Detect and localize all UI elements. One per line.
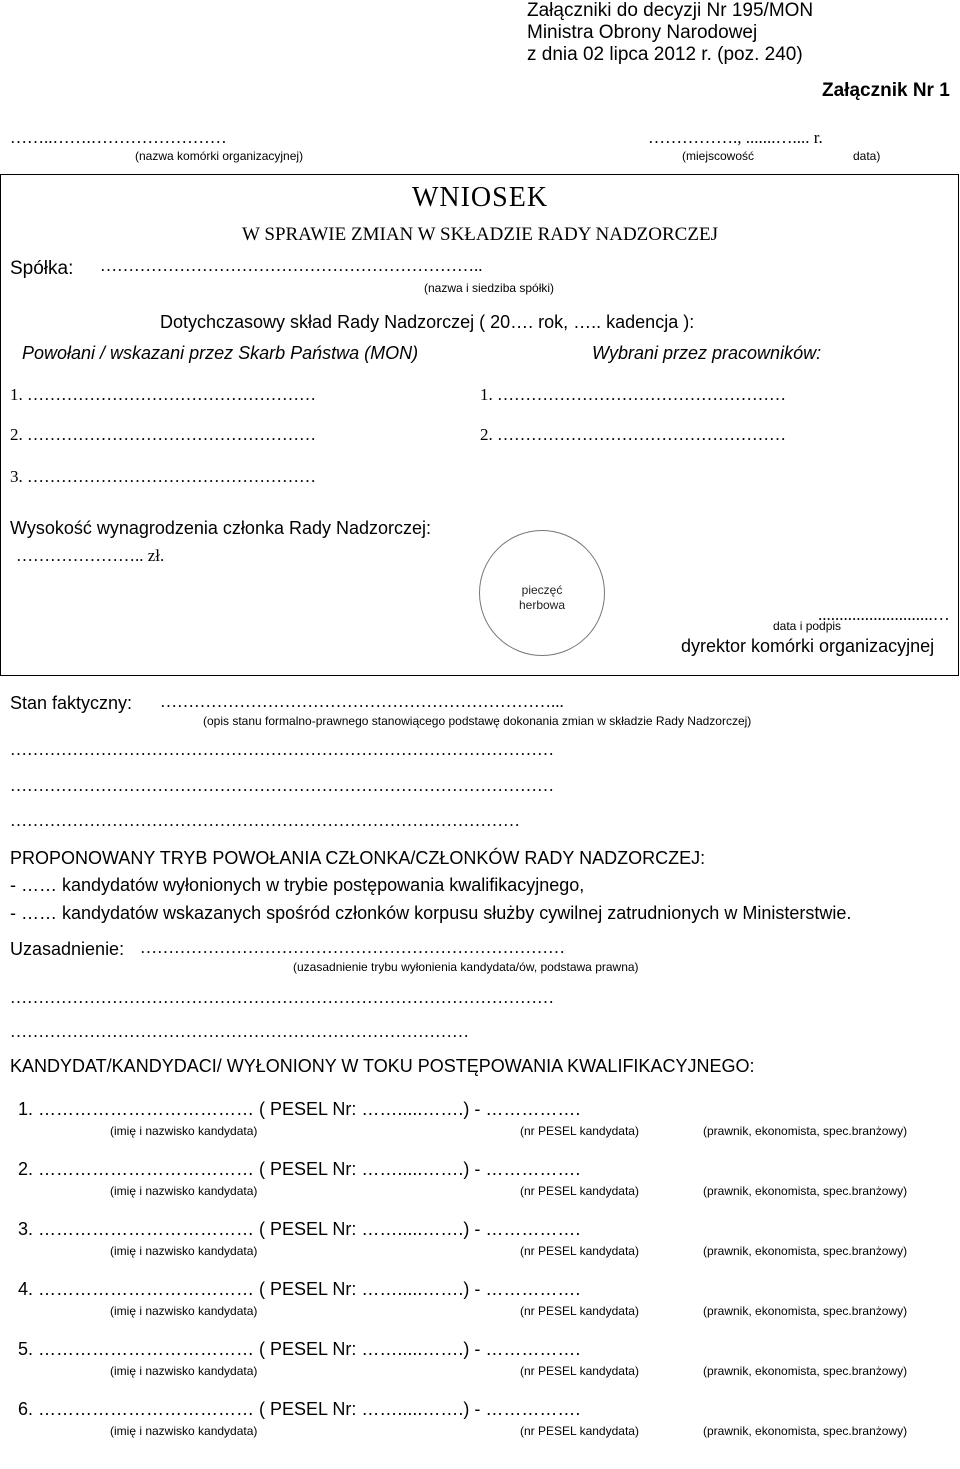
stamp-line1: pieczęć	[521, 583, 563, 597]
candidate-name-hint: (imię i nazwisko kandydata)	[110, 1124, 258, 1138]
signature-label: data i podpis	[773, 619, 842, 633]
candidate-name-hint: (imię i nazwisko kandydata)	[110, 1364, 258, 1378]
facts-hint: (opis stanu formalno-prawnego stanowiącego podstawę dokonania zmian w składzie Rady Nadzorczej)	[203, 714, 752, 728]
unit-label: (nazwa komórki organizacyjnej)	[135, 149, 304, 163]
document-subtitle: W SPRAWIE ZMIAN W SKŁADZIE RADY NADZORCZEJ	[242, 224, 718, 245]
header-block	[527, 0, 813, 66]
mode-heading: PROPONOWANY TRYB POWOŁANIA CZŁONKA/CZŁONKÓW RADY NADZORCZEJ:	[10, 848, 706, 868]
candidate-pesel-hint: (nr PESEL kandydata)	[520, 1424, 639, 1438]
current-board-heading: Dotychczasowy skład Rady Nadzorczej ( 20…. rok, ….. kadencja ):	[160, 312, 695, 332]
facts-label: Stan faktyczny:	[10, 693, 133, 713]
candidate-row: 5. ……………………………… ( PESEL Nr: …….....…….) - …………….	[18, 1339, 581, 1359]
candidate-pesel-hint: (nr PESEL kandydata)	[520, 1364, 639, 1378]
candidate-name-hint: (imię i nazwisko kandydata)	[110, 1184, 258, 1198]
company-hint: (nazwa i siedziba spółki)	[424, 281, 555, 295]
candidate-row: 4. ……………………………… ( PESEL Nr: …….....…….) - …………….	[18, 1279, 581, 1299]
unit-dots: ……..…….……………………	[10, 128, 227, 147]
signature-dots: ...........................…	[818, 605, 950, 624]
candidate-pesel-hint: (nr PESEL kandydata)	[520, 1304, 639, 1318]
header-line3: z dnia 02 lipca 2012 r. (poz. 240)	[527, 44, 803, 65]
justification-line-2: ………………………………………………………………………	[10, 1022, 469, 1041]
date-label-text: data)	[853, 149, 881, 163]
candidate-pesel-hint: (nr PESEL kandydata)	[520, 1124, 639, 1138]
header-line1: Załączniki do decyzji Nr 195/MON	[527, 0, 814, 21]
candidate-name-hint: (imię i nazwisko kandydata)	[110, 1424, 258, 1438]
candidates-heading-colon: :	[749, 1056, 755, 1076]
company-label: Spółka:	[10, 258, 74, 279]
candidate-pesel-hint: (nr PESEL kandydata)	[520, 1244, 639, 1258]
facts-line-2: ……………………………………………………………………………………	[10, 776, 554, 795]
justification-hint: (uzasadnienie trybu wyłonienia kandydata/ów, podstawa prawna)	[293, 960, 639, 974]
stamp-line2: herbowa	[518, 598, 566, 612]
candidate-profession-hint: (prawnik, ekonomista, spec.branżowy)	[703, 1424, 908, 1438]
left-member-1: 1. ……………………………………………	[10, 385, 316, 404]
candidate-name-hint: (imię i nazwisko kandydata)	[110, 1304, 258, 1318]
company-dots: …………………………………………………………..	[100, 256, 483, 275]
stamp-text	[479, 583, 605, 613]
mode-item-1: - …… kandydatów wyłonionych w trybie postępowania kwalifikacyjnego,	[10, 875, 585, 895]
candidate-profession-hint: (prawnik, ekonomista, spec.branżowy)	[703, 1184, 908, 1198]
candidate-profession-hint: (prawnik, ekonomista, spec.branżowy)	[703, 1124, 908, 1138]
candidates-heading-text: KANDYDAT/KANDYDACI/ WYŁONIONY W TOKU POSTĘPOWANIA KWALIFIKACYJNEGO	[10, 1056, 750, 1076]
candidates-heading	[10, 1056, 754, 1077]
candidate-row: 3. ……………………………… ( PESEL Nr: …….....…….) - …………….	[18, 1219, 581, 1239]
employee-elected-heading: Wybrani przez pracowników:	[592, 343, 822, 363]
mode-item-2: - …… kandydatów wskazanych spośród członków korpusu służby cywilnej zatrudnionych w Ministerstwie.	[10, 903, 852, 923]
facts-line-3: ………………………………………………………………………………	[10, 811, 520, 830]
left-member-3: 3. ……………………………………………	[10, 467, 316, 486]
candidate-profession-hint: (prawnik, ekonomista, spec.branżowy)	[703, 1364, 908, 1378]
justification-label: Uzasadnienie:	[10, 939, 125, 959]
justification-dots: …………………………………………………………………	[140, 938, 565, 957]
candidate-row: 2. ……………………………… ( PESEL Nr: …….....…….) - …………….	[18, 1159, 581, 1179]
facts-line-1: ……………………………………………………………………………………	[10, 740, 554, 759]
salary-label: Wysokość wynagrodzenia członka Rady Nadzorczej:	[10, 518, 432, 538]
candidate-row: 6. ……………………………… ( PESEL Nr: …….....…….) - …………….	[18, 1399, 581, 1419]
candidate-row: 1. ……………………………… ( PESEL Nr: …….....…….) - …………….	[18, 1099, 581, 1119]
place-label: (miejscowość	[682, 149, 755, 163]
salary-value: ………………….. zł.	[16, 546, 165, 565]
left-member-2: 2. ……………………………………………	[10, 425, 316, 444]
candidate-pesel-hint: (nr PESEL kandydata)	[520, 1184, 639, 1198]
right-member-2: 2. ……………………………………………	[480, 425, 786, 444]
justification-line-1: ……………………………………………………………………………………	[10, 988, 554, 1007]
state-appointees-heading: Powołani / wskazani przez Skarb Państwa (MON)	[22, 343, 419, 363]
candidate-profession-hint: (prawnik, ekonomista, spec.branżowy)	[703, 1244, 908, 1258]
place-dots: ……………., .......….... r.	[648, 128, 823, 147]
header-line2: Ministra Obrony Narodowej	[527, 22, 758, 43]
candidate-name-hint: (imię i nazwisko kandydata)	[110, 1244, 258, 1258]
right-member-1: 1. ……………………………………………	[480, 385, 786, 404]
document-title: WNIOSEK	[411, 182, 549, 213]
signature-title: dyrektor komórki organizacyjnej	[681, 636, 935, 656]
facts-dots: ……………………………………………………………...	[160, 692, 564, 711]
annex-label: Załącznik Nr 1	[822, 80, 950, 101]
candidate-profession-hint: (prawnik, ekonomista, spec.branżowy)	[703, 1304, 908, 1318]
